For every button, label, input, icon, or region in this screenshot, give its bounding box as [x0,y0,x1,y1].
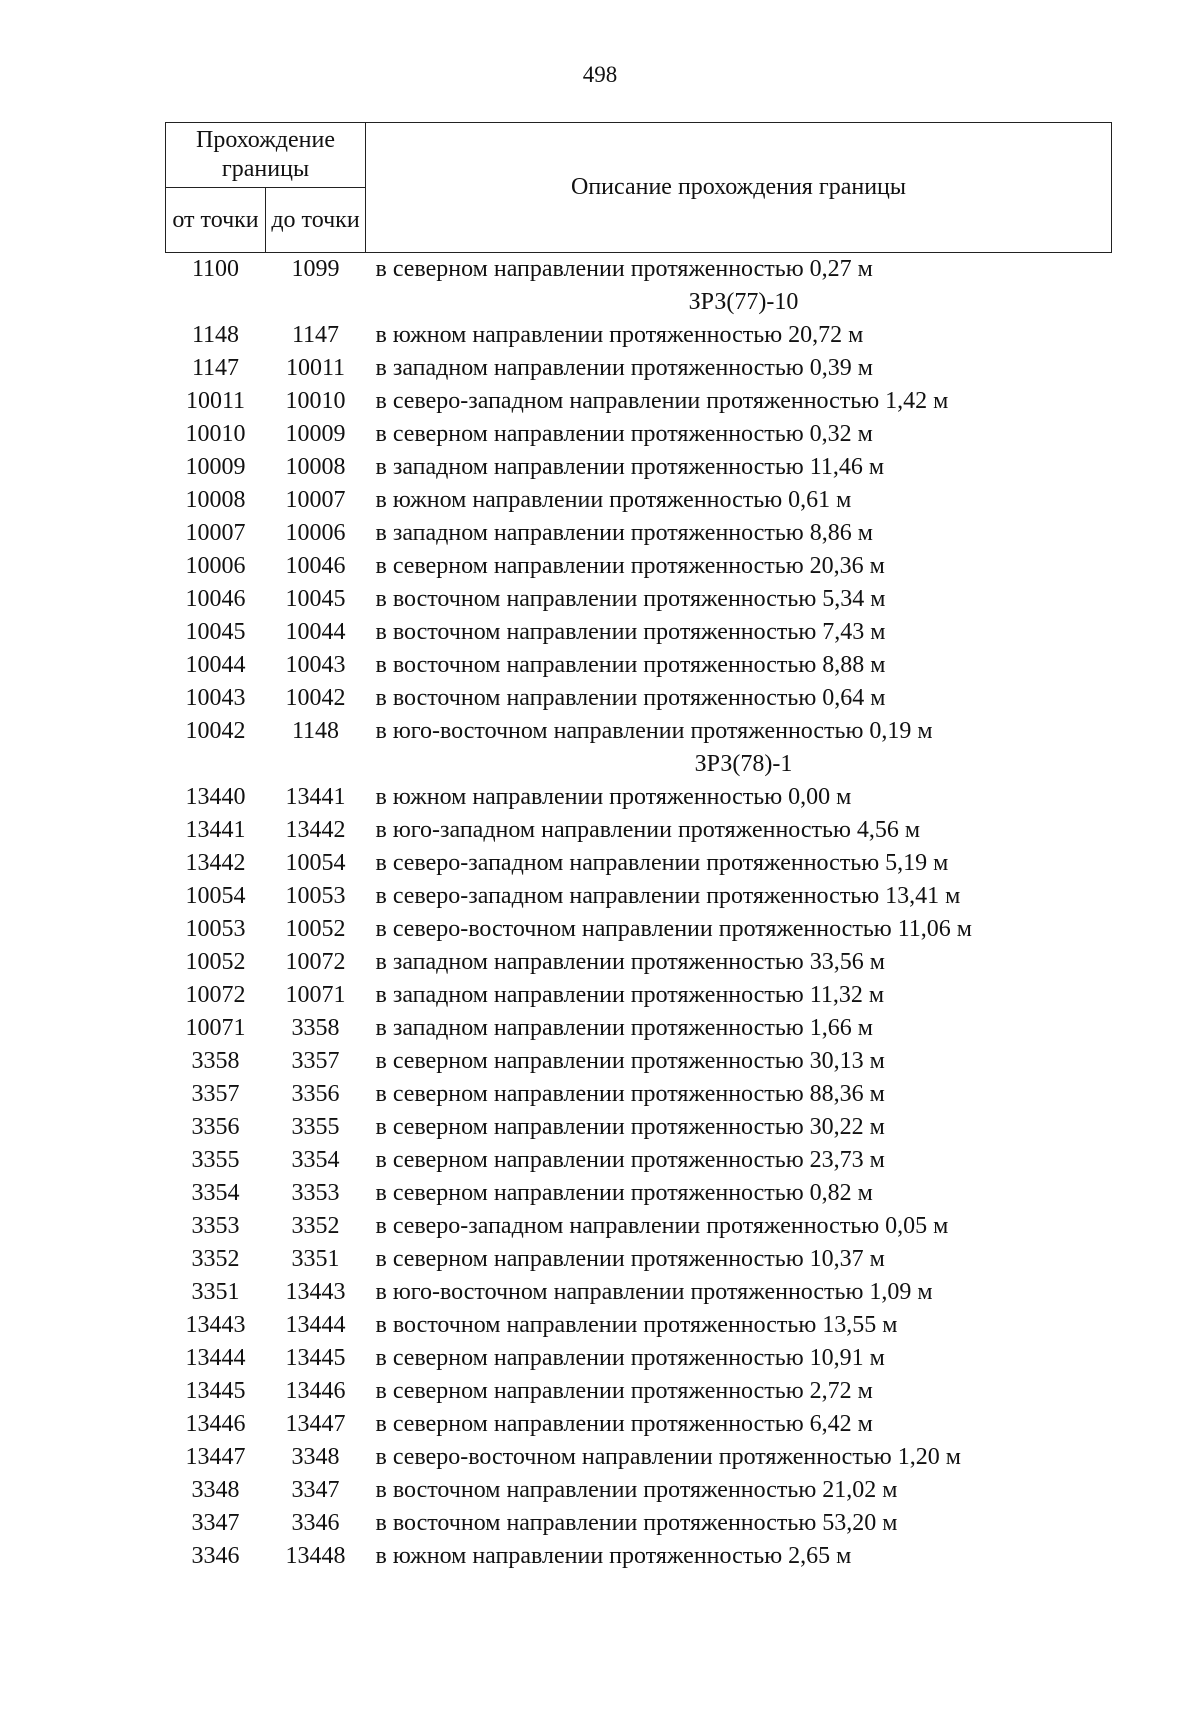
description-cell: в восточном направлении протяженностью 13,55 м [375,1312,898,1338]
description-cell: в северном направлении протяженностью 10,91 м [375,1345,885,1371]
to-point-cell: 10009 [285,421,346,447]
description-cell: в северном направлении протяженностью 23,73 м [375,1147,885,1173]
to-point-cell: 1099 [291,256,340,282]
from-point-cell: 3348 [191,1477,240,1503]
to-point-cell: 10072 [285,949,346,975]
from-point-cell: 3351 [191,1279,240,1305]
to-point-cell: 10043 [285,652,346,678]
to-point-cell: 10010 [285,388,346,414]
table-row [166,682,1112,715]
to-point-cell: 3354 [291,1147,340,1173]
page-number: 498 [582,62,618,87]
table-row [166,418,1112,451]
description-cell: в южном направлении протяженностью 0,61 м [375,487,852,513]
table-row [166,550,1112,583]
description-cell: в северном направлении протяженностью 88,36 м [375,1081,885,1107]
table-row [166,1540,1112,1573]
from-point-cell: 10006 [185,553,246,579]
from-point-cell: 13444 [185,1345,246,1371]
to-point-cell: 1147 [291,322,340,348]
description-cell: в северном направлении протяженностью 0,32 м [375,421,873,447]
table-row [166,946,1112,979]
description-cell: в северо-восточном направлении протяженностью 11,06 м [375,916,972,942]
from-point-cell: 10008 [185,487,246,513]
to-point-cell: 10053 [285,883,346,909]
from-point-cell: 10011 [185,388,246,414]
description-cell: в юго-западном направлении протяженностью 4,56 м [375,817,921,843]
table-row [166,649,1112,682]
from-point-cell: 10010 [185,421,246,447]
table-row [166,451,1112,484]
description-cell: в южном направлении протяженностью 0,00 м [375,784,852,810]
section-title: ЗРЗ(77)-10 [688,289,799,315]
table-row [166,1012,1112,1045]
to-point-cell: 10044 [285,619,346,645]
table-row [166,1507,1112,1540]
from-point-cell: 13442 [185,850,246,876]
table-row [166,1474,1112,1507]
table-row [166,880,1112,913]
description-cell: в северо-западном направлении протяженностью 1,42 м [375,388,949,414]
description-cell: в южном направлении протяженностью 2,65 м [375,1543,852,1569]
description-cell: в юго-восточном направлении протяженностью 0,19 м [375,718,933,744]
from-point-cell: 10054 [185,883,246,909]
to-point-cell: 13446 [285,1378,346,1404]
description-cell: в западном направлении протяженностью 33,56 м [375,949,885,975]
from-point-cell: 3356 [191,1114,240,1140]
from-point-cell: 1100 [191,256,240,282]
description-cell: в северном направлении протяженностью 2,72 м [375,1378,873,1404]
from-point-header: от точки [166,188,266,253]
to-point-cell: 10042 [285,685,346,711]
to-point-cell: 13444 [285,1312,346,1338]
to-point-cell: 13447 [285,1411,346,1437]
to-point-cell: 10006 [285,520,346,546]
from-point-cell: 3355 [191,1147,240,1173]
to-point-cell: 13448 [285,1543,346,1569]
description-cell: в восточном направлении протяженностью 8,88 м [375,652,886,678]
description-cell: в северо-западном направлении протяженностью 5,19 м [375,850,949,876]
table-row [166,1078,1112,1111]
table-row [166,1309,1112,1342]
to-point-cell: 10071 [285,982,346,1008]
description-cell: в западном направлении протяженностью 1,66 м [375,1015,873,1041]
to-point-cell: 3351 [291,1246,340,1272]
from-point-cell: 13440 [185,784,246,810]
boundary-table [165,122,1112,1573]
to-point-cell: 3355 [291,1114,340,1140]
description-cell: в восточном направлении протяженностью 0,64 м [375,685,886,711]
table-row [166,1144,1112,1177]
table-row [166,352,1112,385]
to-point-cell: 10054 [285,850,346,876]
from-point-cell: 1148 [191,322,240,348]
description-cell: в северо-западном направлении протяженностью 13,41 м [375,883,961,909]
table-row [166,484,1112,517]
description-cell: в западном направлении протяженностью 0,39 м [375,355,873,381]
description-cell: в северном направлении протяженностью 0,82 м [375,1180,873,1206]
from-point-cell: 3357 [191,1081,240,1107]
from-point-cell: 3358 [191,1048,240,1074]
from-point-cell: 13447 [185,1444,246,1470]
to-point-cell: 3346 [291,1510,340,1536]
to-point-cell: 10052 [285,916,346,942]
description-cell: в северном направлении протяженностью 20,36 м [375,553,885,579]
empty-cell [266,748,366,781]
section-title: ЗРЗ(78)-1 [694,751,793,777]
table-row [166,781,1112,814]
table-row [166,517,1112,550]
empty-cell [266,286,366,319]
description-cell: в юго-восточном направлении протяженностью 1,09 м [375,1279,933,1305]
boundary-passage-header: Прохождение границы [166,123,366,188]
section-heading-row [166,286,1112,319]
from-point-cell: 3346 [191,1543,240,1569]
from-point-cell: 13446 [185,1411,246,1437]
from-point-cell: 10042 [185,718,246,744]
description-cell: в северо-западном направлении протяженностью 0,05 м [375,1213,949,1239]
description-cell: в южном направлении протяженностью 20,72 м [375,322,864,348]
to-point-cell: 1148 [291,718,340,744]
description-cell: в северном направлении протяженностью 30,22 м [375,1114,885,1140]
table-row [166,1375,1112,1408]
table-row [166,913,1112,946]
table-row [166,385,1112,418]
from-point-cell: 13445 [185,1378,246,1404]
description-cell: в северном направлении протяженностью 30,13 м [375,1048,885,1074]
from-point-cell: 10071 [185,1015,246,1041]
from-point-cell: 10007 [185,520,246,546]
description-cell: в северном направлении протяженностью 10,37 м [375,1246,885,1272]
table-row [166,715,1112,748]
table-row [166,847,1112,880]
description-cell: в западном направлении протяженностью 8,86 м [375,520,873,546]
to-point-header: до точки [266,188,366,253]
to-point-cell: 13442 [285,817,346,843]
from-point-cell: 3353 [191,1213,240,1239]
table-row [166,583,1112,616]
to-point-cell: 10008 [285,454,346,480]
description-cell: в восточном направлении протяженностью 53,20 м [375,1510,898,1536]
section-heading-row [166,748,1112,781]
to-point-cell: 3347 [291,1477,340,1503]
table-row [166,1408,1112,1441]
from-point-cell: 10072 [185,982,246,1008]
table-row [166,253,1112,287]
table-row [166,1342,1112,1375]
to-point-cell: 13443 [285,1279,346,1305]
table-row [166,1177,1112,1210]
description-cell: в восточном направлении протяженностью 21,02 м [375,1477,898,1503]
from-point-cell: 10045 [185,619,246,645]
table-row [166,1243,1112,1276]
from-point-cell: 10044 [185,652,246,678]
table-row [166,979,1112,1012]
to-point-cell: 10045 [285,586,346,612]
from-point-cell: 10046 [185,586,246,612]
table-row [166,616,1112,649]
from-point-cell: 3347 [191,1510,240,1536]
from-point-cell: 10053 [185,916,246,942]
from-point-cell: 1147 [191,355,240,381]
description-cell: в северном направлении протяженностью 0,27 м [375,256,873,282]
empty-cell [166,286,266,319]
description-cell: в северном направлении протяженностью 6,42 м [375,1411,873,1437]
description-cell: в северо-восточном направлении протяженностью 1,20 м [375,1444,961,1470]
to-point-cell: 10007 [285,487,346,513]
from-point-cell: 10009 [185,454,246,480]
table-row [166,1441,1112,1474]
to-point-cell: 13441 [285,784,346,810]
to-point-cell: 3353 [291,1180,340,1206]
table-header [166,123,1112,253]
from-point-cell: 3352 [191,1246,240,1272]
from-point-cell: 10052 [185,949,246,975]
to-point-cell: 13445 [285,1345,346,1371]
from-point-cell: 3354 [191,1180,240,1206]
to-point-cell: 10011 [285,355,346,381]
to-point-cell: 3348 [291,1444,340,1470]
to-point-cell: 10046 [285,553,346,579]
table-row [166,1276,1112,1309]
table-row [166,1045,1112,1078]
table-body [166,253,1112,1574]
table-row [166,814,1112,847]
from-point-cell: 10043 [185,685,246,711]
description-cell: в восточном направлении протяженностью 5,34 м [375,586,886,612]
to-point-cell: 3352 [291,1213,340,1239]
table-row [166,1210,1112,1243]
description-cell: в восточном направлении протяженностью 7,43 м [375,619,886,645]
description-cell: в западном направлении протяженностью 11,46 м [375,454,885,480]
table-row [166,319,1112,352]
to-point-cell: 3356 [291,1081,340,1107]
table-row [166,1111,1112,1144]
from-point-cell: 13443 [185,1312,246,1338]
empty-cell [166,748,266,781]
to-point-cell: 3358 [291,1015,340,1041]
to-point-cell: 3357 [291,1048,340,1074]
from-point-cell: 13441 [185,817,246,843]
description-cell: в западном направлении протяженностью 11,32 м [375,982,885,1008]
description-header: Описание прохождения границы [366,123,1112,253]
